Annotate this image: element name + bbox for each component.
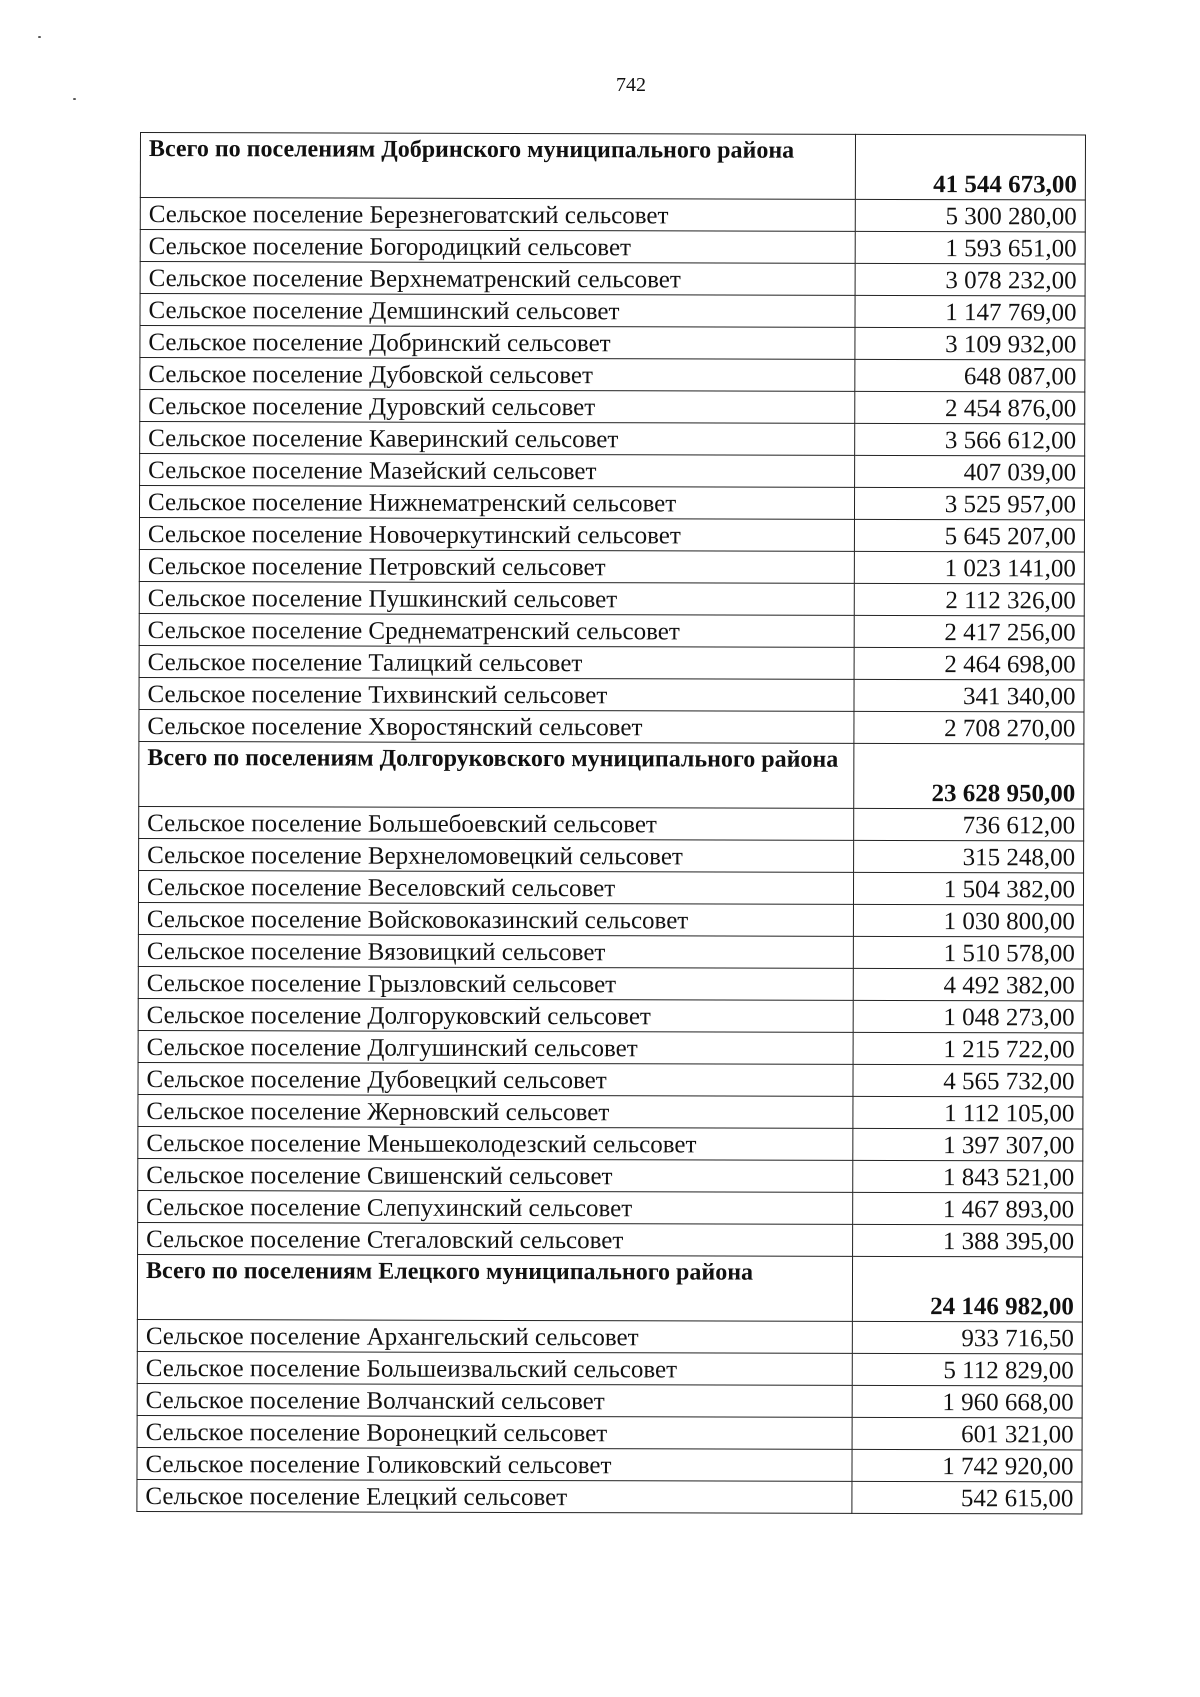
settlement-name: Сельское поселение Верхнематренский сельсовет bbox=[140, 262, 855, 296]
settlement-amount: 2 454 876,00 bbox=[855, 391, 1085, 424]
scan-speck bbox=[38, 36, 41, 38]
settlement-amount: 1 467 893,00 bbox=[853, 1192, 1083, 1225]
settlement-amount: 648 087,00 bbox=[855, 359, 1085, 392]
settlement-name: Сельское поселение Нижнематренский сельсовет bbox=[139, 486, 854, 520]
table-body bbox=[137, 133, 1086, 1514]
settlement-amount: 2 417 256,00 bbox=[854, 615, 1084, 648]
district-total-row bbox=[137, 1254, 1082, 1321]
settlement-amount: 1 147 769,00 bbox=[855, 295, 1085, 328]
settlement-name: Сельское поселение Голиковский сельсовет bbox=[137, 1447, 852, 1481]
settlement-amount: 1 843 521,00 bbox=[853, 1160, 1083, 1193]
settlement-row bbox=[137, 1351, 1082, 1385]
district-title: Всего по поселениям Долгоруковского муниципального района bbox=[139, 741, 854, 808]
settlement-name: Сельское поселение Пушкинский сельсовет bbox=[139, 581, 854, 615]
settlement-amount: 3 566 612,00 bbox=[855, 423, 1085, 456]
settlement-name: Сельское поселение Дубовской сельсовет bbox=[140, 358, 855, 392]
settlement-amount: 1 504 382,00 bbox=[853, 872, 1083, 905]
settlement-amount: 1 960 668,00 bbox=[852, 1385, 1082, 1418]
settlement-name: Сельское поселение Долгоруковский сельсовет bbox=[138, 998, 853, 1032]
district-total-amount: 41 544 673,00 bbox=[855, 134, 1085, 200]
settlement-row bbox=[140, 230, 1085, 264]
settlement-name: Сельское поселение Демшинский сельсовет bbox=[140, 294, 855, 328]
settlement-amount: 1 048 273,00 bbox=[853, 1000, 1083, 1033]
settlement-amount: 1 215 722,00 bbox=[853, 1032, 1083, 1065]
settlement-name: Сельское поселение Грызловский сельсовет bbox=[138, 966, 853, 1000]
settlement-row bbox=[138, 1190, 1083, 1224]
settlement-row bbox=[140, 390, 1085, 424]
settlement-name: Сельское поселение Елецкий сельсовет bbox=[137, 1479, 852, 1513]
settlement-name: Сельское поселение Добринский сельсовет bbox=[140, 326, 855, 360]
settlement-row bbox=[139, 581, 1084, 615]
settlement-row bbox=[140, 262, 1085, 296]
settlement-name: Сельское поселение Архангельский сельсовет bbox=[137, 1319, 852, 1353]
settlement-row bbox=[138, 1126, 1083, 1160]
settlement-amount: 341 340,00 bbox=[854, 679, 1084, 712]
settlement-row bbox=[138, 934, 1083, 968]
settlement-row bbox=[138, 966, 1083, 1000]
settlement-name: Сельское поселение Дубовецкий сельсовет bbox=[138, 1062, 853, 1096]
settlement-name: Сельское поселение Среднематренский сельсовет bbox=[139, 613, 854, 647]
settlement-row bbox=[137, 1383, 1082, 1417]
settlement-amount: 2 708 270,00 bbox=[854, 711, 1084, 744]
settlement-amount: 933 716,50 bbox=[852, 1321, 1082, 1354]
settlement-row bbox=[140, 358, 1085, 392]
settlement-amount: 4 565 732,00 bbox=[853, 1064, 1083, 1097]
settlement-amount: 3 078 232,00 bbox=[855, 263, 1085, 296]
settlement-name: Сельское поселение Свишенский сельсовет bbox=[138, 1158, 853, 1192]
settlement-row bbox=[138, 998, 1083, 1032]
settlement-row bbox=[138, 1030, 1083, 1064]
settlement-name: Сельское поселение Войсковоказинский сельсовет bbox=[138, 902, 853, 936]
settlement-row bbox=[138, 902, 1083, 936]
settlement-row bbox=[137, 1415, 1082, 1449]
settlement-row bbox=[138, 1222, 1083, 1256]
district-title: Всего по поселениям Добринского муниципального района bbox=[140, 133, 855, 200]
settlement-name: Сельское поселение Большебоевский сельсовет bbox=[139, 806, 854, 840]
settlement-name: Сельское поселение Стегаловский сельсовет bbox=[138, 1222, 853, 1256]
settlement-name: Сельское поселение Жерновский сельсовет bbox=[138, 1094, 853, 1128]
settlement-amount: 315 248,00 bbox=[854, 840, 1084, 873]
settlement-name: Сельское поселение Долгушинский сельсовет bbox=[138, 1030, 853, 1064]
settlement-row bbox=[139, 709, 1084, 743]
settlement-row bbox=[138, 870, 1083, 904]
settlement-amount: 3 109 932,00 bbox=[855, 327, 1085, 360]
settlement-amount: 1 023 141,00 bbox=[854, 551, 1084, 584]
settlement-name: Сельское поселение Большеизвальский сельсовет bbox=[137, 1351, 852, 1385]
settlement-name: Сельское поселение Воронецкий сельсовет bbox=[137, 1415, 852, 1449]
district-total-amount: 23 628 950,00 bbox=[854, 743, 1084, 809]
settlement-row bbox=[137, 1479, 1082, 1513]
settlement-name: Сельское поселение Дуровский сельсовет bbox=[140, 390, 855, 424]
settlement-row bbox=[140, 326, 1085, 360]
settlement-name: Сельское поселение Богородицкий сельсовет bbox=[140, 230, 855, 264]
settlement-row bbox=[139, 518, 1084, 552]
settlement-amount: 1 112 105,00 bbox=[853, 1096, 1083, 1129]
settlement-name: Сельское поселение Хворостянский сельсовет bbox=[139, 709, 854, 743]
settlement-name: Сельское поселение Верхнеломовецкий сельсовет bbox=[139, 838, 854, 872]
district-title: Всего по поселениям Елецкого муниципального района bbox=[137, 1254, 852, 1321]
settlement-row bbox=[139, 549, 1084, 583]
settlement-row bbox=[139, 838, 1084, 872]
settlement-name: Сельское поселение Мазейский сельсовет bbox=[140, 454, 855, 488]
settlement-name: Сельское поселение Новочеркутинский сельсовет bbox=[139, 518, 854, 552]
settlement-row bbox=[140, 294, 1085, 328]
district-total-row bbox=[139, 741, 1084, 808]
settlement-amount: 1 510 578,00 bbox=[853, 936, 1083, 969]
settlement-name: Сельское поселение Каверинский сельсовет bbox=[140, 422, 855, 456]
settlement-amount: 407 039,00 bbox=[855, 455, 1085, 488]
settlement-row bbox=[138, 1062, 1083, 1096]
settlement-amount: 1 388 395,00 bbox=[853, 1224, 1083, 1257]
settlement-row bbox=[140, 198, 1085, 232]
settlement-row bbox=[139, 806, 1084, 840]
settlement-row bbox=[138, 1094, 1083, 1128]
settlement-row bbox=[138, 1158, 1083, 1192]
settlement-row bbox=[140, 422, 1085, 456]
settlement-row bbox=[139, 645, 1084, 679]
settlements-table bbox=[136, 132, 1086, 1514]
settlement-amount: 5 300 280,00 bbox=[855, 199, 1085, 232]
settlement-row bbox=[140, 454, 1085, 488]
district-total-row bbox=[140, 133, 1085, 200]
settlement-row bbox=[139, 613, 1084, 647]
settlement-amount: 1 593 651,00 bbox=[855, 231, 1085, 264]
settlement-name: Сельское поселение Талицкий сельсовет bbox=[139, 645, 854, 679]
settlement-name: Сельское поселение Петровский сельсовет bbox=[139, 549, 854, 583]
page-number: 742 bbox=[616, 74, 646, 96]
settlement-name: Сельское поселение Волчанский сельсовет bbox=[137, 1383, 852, 1417]
settlement-amount: 4 492 382,00 bbox=[853, 968, 1083, 1001]
settlement-amount: 1 397 307,00 bbox=[853, 1128, 1083, 1161]
settlement-row bbox=[139, 677, 1084, 711]
district-total-amount: 24 146 982,00 bbox=[852, 1256, 1082, 1322]
settlement-name: Сельское поселение Меньшеколодезский сельсовет bbox=[138, 1126, 853, 1160]
settlement-row bbox=[139, 486, 1084, 520]
settlement-amount: 3 525 957,00 bbox=[854, 487, 1084, 520]
settlement-name: Сельское поселение Веселовский сельсовет bbox=[138, 870, 853, 904]
settlement-amount: 1 030 800,00 bbox=[853, 904, 1083, 937]
settlement-amount: 736 612,00 bbox=[854, 808, 1084, 841]
settlement-amount: 1 742 920,00 bbox=[852, 1449, 1082, 1482]
settlement-name: Сельское поселение Слепухинский сельсовет bbox=[138, 1190, 853, 1224]
settlement-amount: 5 112 829,00 bbox=[852, 1353, 1082, 1386]
settlement-amount: 2 464 698,00 bbox=[854, 647, 1084, 680]
settlement-name: Сельское поселение Тихвинский сельсовет bbox=[139, 677, 854, 711]
settlement-name: Сельское поселение Вязовицкий сельсовет bbox=[138, 934, 853, 968]
settlement-row bbox=[137, 1447, 1082, 1481]
settlement-amount: 2 112 326,00 bbox=[854, 583, 1084, 616]
settlement-amount: 601 321,00 bbox=[852, 1417, 1082, 1450]
settlement-amount: 542 615,00 bbox=[852, 1481, 1082, 1514]
settlement-row bbox=[137, 1319, 1082, 1353]
scan-speck bbox=[73, 98, 76, 100]
settlement-amount: 5 645 207,00 bbox=[854, 519, 1084, 552]
settlement-name: Сельское поселение Березнеговатский сельсовет bbox=[140, 198, 855, 232]
